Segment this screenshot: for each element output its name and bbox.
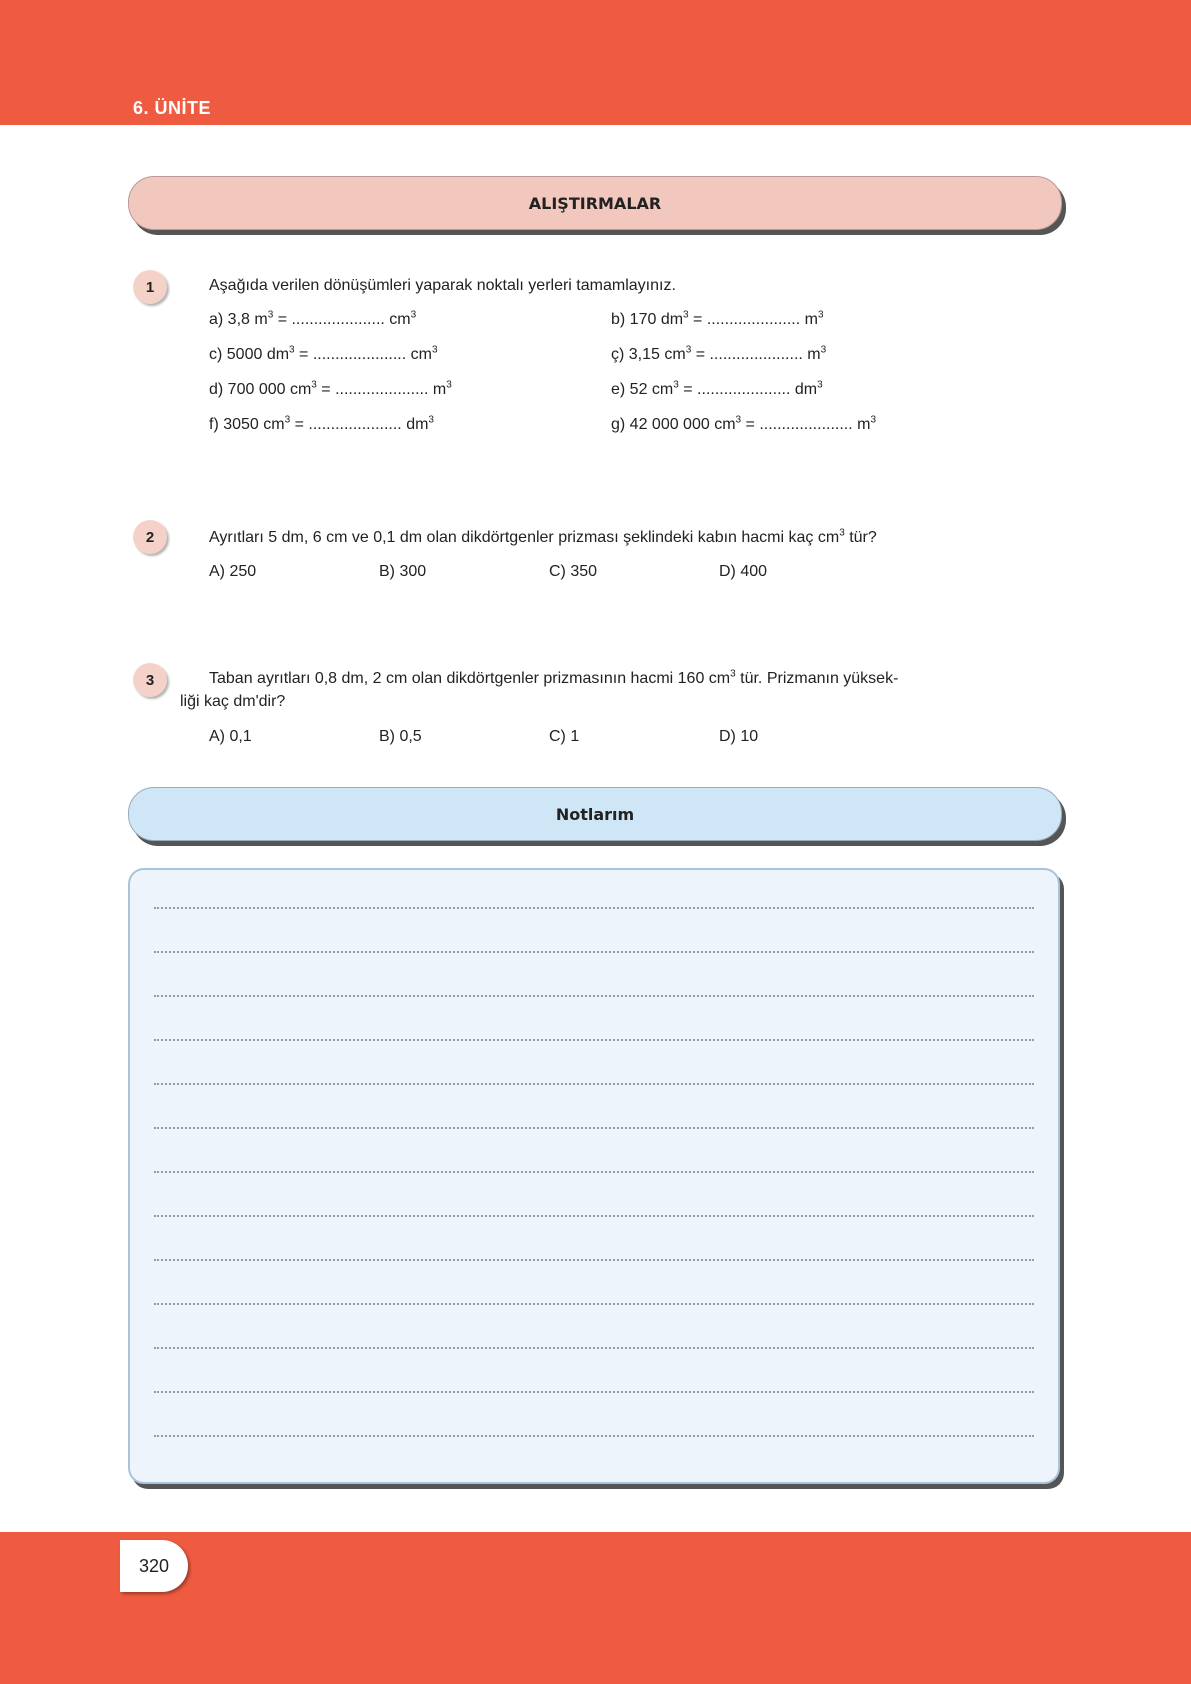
notes-area[interactable] <box>128 868 1060 1484</box>
note-line <box>154 1435 1034 1437</box>
note-line <box>154 907 1034 909</box>
notes-title-bar <box>128 787 1062 841</box>
q2-option-b[interactable]: B) 300 <box>379 563 427 580</box>
question-3-prompt-line2: liği kaç dm'dir? <box>180 693 286 710</box>
note-line <box>154 1171 1034 1173</box>
question-number-2: 2 <box>133 520 167 554</box>
q3-option-b[interactable]: B) 0,5 <box>379 728 422 745</box>
q1-item-b: b) 170 $dm^3$ = ..................... $m^3$ <box>611 309 824 328</box>
q2-option-c[interactable]: C) 350 <box>549 563 598 580</box>
q3-option-d[interactable]: D) 10 <box>719 728 759 745</box>
question-2-prompt: Ayrıtları 5 dm, 6 cm ve 0,1 dm olan dikdörtgenler prizması şeklindeki kabın hacmi kaç $cm^3$ tür? <box>209 527 877 546</box>
q1-item-c: c) 5000 $dm^3$ = ..................... $cm^3$ <box>209 344 438 363</box>
question-1-prompt: Aşağıda verilen dönüşümleri yaparak noktalı yerleri tamamlayınız. <box>209 277 676 294</box>
exercises-title-bar <box>128 176 1062 230</box>
q1-item-a: a) 3,8 $m^3$ = ..................... $cm^3$ <box>209 309 417 328</box>
question-number-1: 1 <box>133 270 167 304</box>
unit-label: 6. ÜNİTE <box>133 98 212 118</box>
q1-item-g: g) 42 000 000 $cm^3$ = ..................... $m^3$ <box>611 414 877 433</box>
q1-item-f: f) 3050 $cm^3$ = ..................... $dm^3$ <box>209 414 434 433</box>
q1-item-d: d) 700 000 $cm^3$ = ..................... $m^3$ <box>209 379 452 398</box>
note-line <box>154 1083 1034 1085</box>
note-line <box>154 1127 1034 1129</box>
note-line <box>154 995 1034 997</box>
exercises-title: ALIŞTIRMALAR <box>528 193 662 213</box>
q3-option-c[interactable]: C) 1 <box>549 728 580 745</box>
q2-option-d[interactable]: D) 400 <box>719 563 768 580</box>
note-line <box>154 1347 1034 1349</box>
question-3-prompt: Taban ayrıtları 0,8 dm, 2 cm olan dikdörtgenler prizmasının hacmi 160 $cm^3$ tür. Prizmanın yüksek- <box>209 668 899 687</box>
page-number: 320 <box>120 1540 188 1592</box>
note-line <box>154 1391 1034 1393</box>
q2-option-a[interactable]: A) 250 <box>209 563 257 580</box>
q1-item-cc: ç) 3,15 $cm^3$ = ..................... $m^3$ <box>611 344 827 363</box>
note-line <box>154 951 1034 953</box>
q1-item-e: e) 52 $cm^3$ = ..................... $dm^3$ <box>611 379 823 398</box>
note-line <box>154 1303 1034 1305</box>
notes-title: Notlarım <box>555 804 635 824</box>
q3-option-a[interactable]: A) 0,1 <box>209 728 252 745</box>
note-line <box>154 1039 1034 1041</box>
note-line <box>154 1215 1034 1217</box>
note-line <box>154 1259 1034 1261</box>
question-number-3: 3 <box>133 663 167 697</box>
